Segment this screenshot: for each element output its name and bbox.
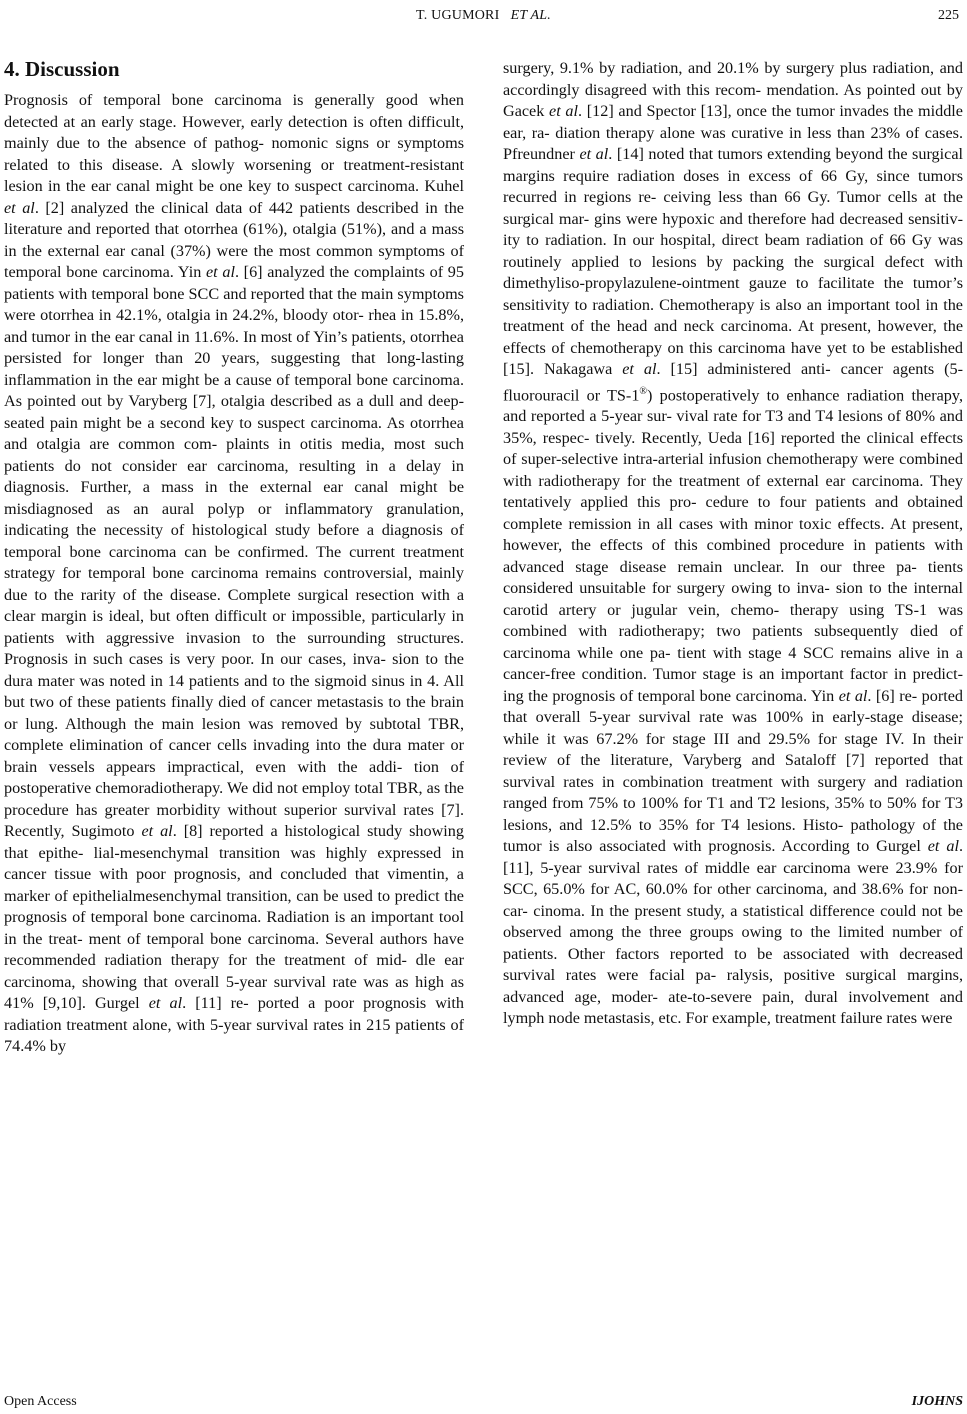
italic-et-al: et al <box>141 822 173 840</box>
journal-abbreviation: IJOHNS <box>911 1394 963 1409</box>
italic-et-al: et al <box>927 837 959 856</box>
discussion-paragraph-right <box>503 58 963 1030</box>
section-heading: 4. Discussion <box>4 57 120 81</box>
italic-et-al: et al <box>838 686 868 705</box>
running-head-authors <box>0 6 967 26</box>
body-text-segment: Prognosis of temporal bone carcinoma is generally good when detected at an early stage. However, early detection is often difficult, mainly due to the absence of pathog- nomonic signs or symptoms related to this disease. A slowly worsening or treatment-resistant lesion in the ear canal might be one key to suspect carcinoma. Kuhel <box>4 91 464 195</box>
right-column <box>503 58 963 1030</box>
et-al-italic: ET AL. <box>510 8 551 23</box>
italic-et-al: et al <box>148 994 183 1012</box>
left-column <box>4 56 464 1058</box>
body-text-segment: . [15] administered anti- cancer agents (5-fluorouracil or TS-1 <box>503 360 963 404</box>
running-head <box>0 6 967 26</box>
italic-et-al: et al <box>622 360 657 378</box>
body-text-segment: . [14] noted that tumors extending beyond the surgical margins require radiation doses in excess of 66 Gy, since tumors recurred in regions re- ceiving less than 66 Gy. Tumor cells at the surgical mar- gins were hypoxic and therefore had decreased sensitiv- ity to radiation. In our hospital, direct beam radiation of 66 Gy was routinely applied to lesions by packing the surgical defect with dimethyliso-propylazulene-ointment gauze to facilitate the tumor’s sensitivity to radiation. Chemotherapy is also an important tool in the treatment of the head and neck carcinoma. At present, however, the effects of chemotherapy on this carcinoma have yet to be established [15]. Nakagawa <box>503 145 963 378</box>
italic-et-al: et al <box>4 198 35 217</box>
body-text-segment: . [6] analyzed the complaints of 95 patients with temporal bone SCC and reported that the main symptoms were otorrhea in 42.1%, otalgia in 24.2%, bloody otor- rhea in 15.8%, and tumor in the ear canal in 11.6%. In most of Yin’s patients, otorrhea persisted for longer than 20 years, suggesting that long-lasting inflammation in the ear might be a cause of temporal bone carcinoma. As pointed out by Varyberg [7], otalgia described as a dull and deep-seated pain might be a second key to suspect carcinoma. As otorrhea and otalgia are common com- plaints in otitis media, most such patients do not consider ear carcinoma, resulting in a delay in diagnosis. Further, a mass in the external ear canal might be misdiagnosed as an aural polyp or inflammatory granulation, indicating the necessity of histological study before a diagnosis of temporal bone carcinoma can be confirmed. The current treatment strategy for temporal bone carcinoma remains controversial, mainly due to the rarity of the disease. Complete surgical resection with a clear margin is ideal, but often difficult or impossible, particularly in patients with aggressive invasion to the surrounding structures. Prognosis in such cases is very poor. In our cases, inva- sion to the dura mater was noted in 14 patients and to the sigmoid sinus in 4. All but two of these patients finally died of cancer metastasis to the brain or lung. Although the main lesion was removed by subtotal TBR, complete elimination of cancer cells invading into the dura mater or brain vessels appears impractical, even with the addi- tion of postoperative chemoradiotherapy. We did not employ total TBR, as the procedure has greater morbidity without superior survival rates [7]. Recently, Sugimoto <box>4 263 464 840</box>
body-text-segment: . [8] reported a histological study showing that epithe- lial-mesenchymal transition was highly expressed in cancer tissue with poor prognosis, and concluded that vimentin, a marker of epithelialmesenchymal transition, can be used to predict the prognosis of temporal bone carcinoma. Radiation is an important tool in the treat- ment of temporal bone carcinoma. Several authors have recommended radiation therapy for the treatment of mid- dle ear carcinoma, showing that overall 5-year survival rate was as high as 41% [9,10]. Gurgel <box>4 822 464 1012</box>
page-footer <box>0 1392 967 1412</box>
body-text-segment: . [6] re- ported that overall 5-year survival rate was 100% in early-stage disease; while it was 67.2% for stage III and 29.5% for stage IV. In their review of the literature, Varyberg and Sataloff [7] reported that survival rates in combination treatment with surgery and radiation ranged from 75% to 100% for T1 and T2 lesions, 35% to 50% for T3 lesions, and 12.5% to 35% for T4 lesions. Histo- pathology of the tumor is also associated with prognosis. According to Gurgel <box>503 686 963 856</box>
page-number: 225 <box>938 8 959 23</box>
author-name: T. UGUMORI <box>416 8 500 23</box>
italic-et-al: et al <box>579 145 609 163</box>
body-text-segment: . [12] and Spector [13], once the tumor invades the middle ear, ra- diation therapy alone was curative in less than 23% of cases. Pfreundner <box>503 102 963 163</box>
italic-et-al: et al <box>205 263 235 281</box>
registered-mark: ® <box>639 385 648 397</box>
body-text-segment: . [2] analyzed the clinical data of 442 patients described in the literature and reported that otorrhea (61%), otalgia (51%), and a mass in the external ear canal (37%) were the most common symptoms of temporal bone carcinoma. Yin <box>4 198 464 281</box>
body-text-segment: . [11], 5-year survival rates of middle ear carcinoma were 23.9% for SCC, 65.0% for AC, 60.0% for other carcinoma, and 38.6% for non-car- cinoma. In the present study, a statistical difference could not be observed among the three groups owing to the limited number of patients. Other factors reported to be associated with decreased survival rates were facial pa- ralysis, positive surgical margins, advanced age, moder- ate-to-severe pain, dural involvement and lymph node metastasis, etc. For example, treatment failure rates were <box>503 837 963 1028</box>
body-text-segment: ) postoperatively to enhance radiation therapy, and reported a 5-year sur- vival rate for T3 and T4 lesions of 80% and 35%, respec- tively. Recently, Ueda [16] reported the clinical effects of super-selective intra-arterial infusion chemotherapy were combined with radiotherapy for the treatment of external ear carcinoma. They tentatively applied this pro- cedure to four patients and obtained complete remission in all cases with minor toxic effects. At present, however, the effects of this combined procedure in patients with advanced stage disease remain unclear. In our three pa- tients considered unsuitable for surgery owing to inva- sion to the internal carotid artery or jugular vein, chemo- therapy using TS-1 was combined with radiotherapy; two patients subsequently died of carcinoma while one pa- tient with stage 4 SCC remains alive in a cancer-free condition. Tumor stage is an important factor in predict- ing the prognosis of temporal bone carcinoma. Yin <box>503 385 963 705</box>
body-text-segment: surgery, 9.1% by radiation, and 20.1% by surgery plus radiation, and accordingly disagreed with this recom- mendation. As pointed out by Gacek <box>503 59 963 120</box>
open-access-label: Open Access <box>4 1394 77 1409</box>
discussion-paragraph-left <box>4 90 464 1058</box>
italic-et-al: et al <box>549 102 579 120</box>
body-text-segment: . [11] re- ported a poor prognosis with radiation treatment alone, with 5-year survival rates in 215 patients of 74.4% by <box>4 994 464 1055</box>
